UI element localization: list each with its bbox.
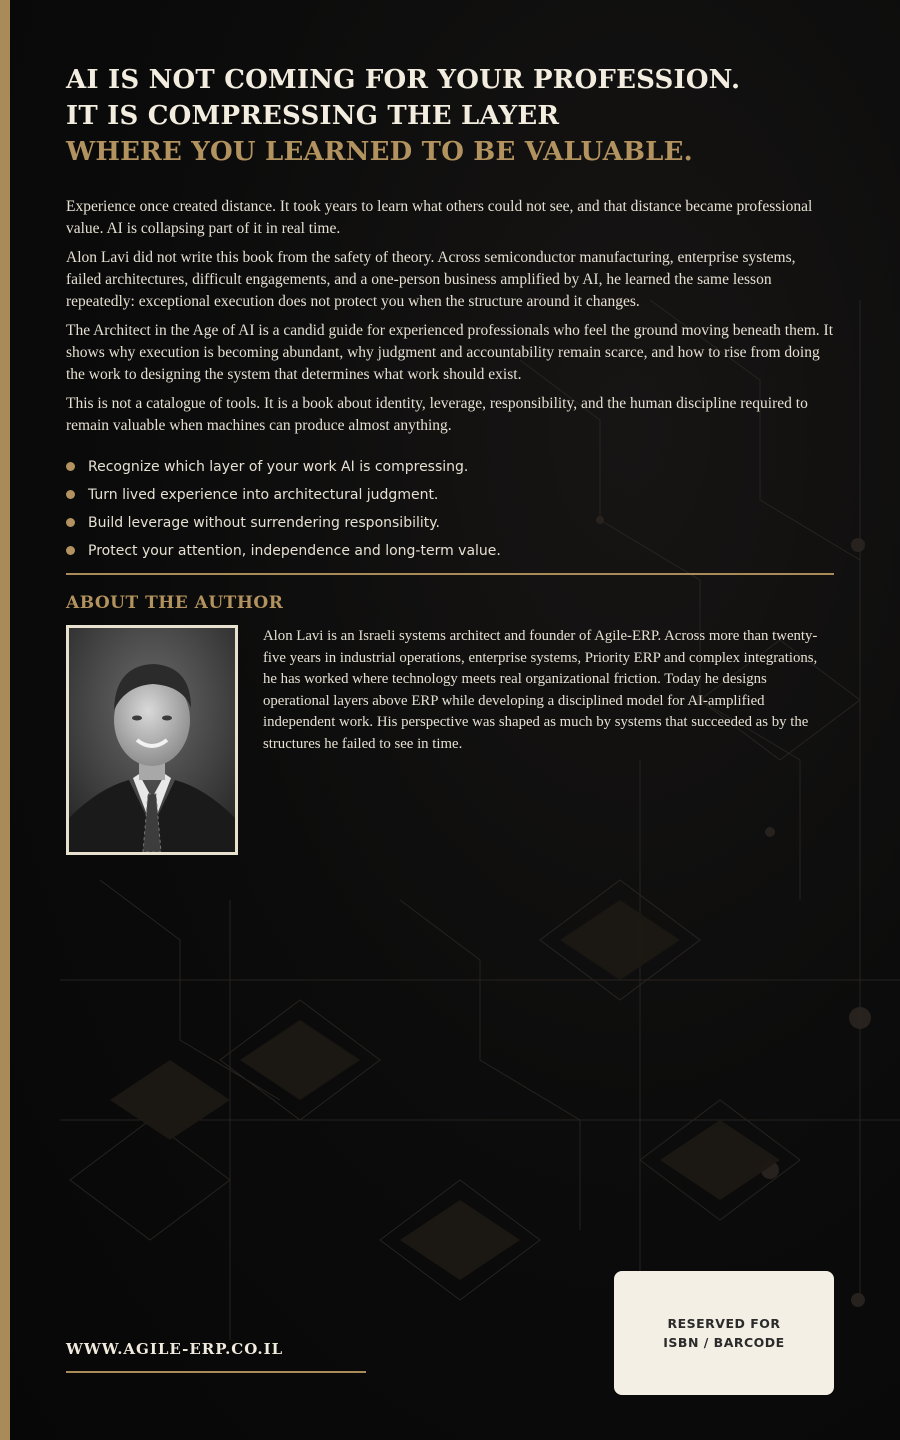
- bullet-text: Build leverage without surrendering responsibility.: [88, 515, 440, 531]
- website-link[interactable]: WWW.AGILE-ERP.CO.IL: [66, 1340, 284, 1358]
- headline-line-1: AI IS NOT COMING FOR YOUR PROFESSION.: [66, 65, 741, 95]
- bullet-dot-icon: [66, 546, 75, 555]
- headline: [66, 62, 834, 170]
- headline-line-3: WHERE YOU LEARNED TO BE VALUABLE.: [66, 137, 693, 167]
- author-bio: Alon Lavi is an Israeli systems architect and founder of Agile-ERP. Across more than twenty-five years in industrial operations, enterprise systems, Priority ERP and complex integrations, he has worked where technology meets real organizational friction. Today he designs operational layers above ERP while developing a disciplined model for AI-amplified independent work. His perspective was shaped as much by systems that succeeded as by the structures he failed to see in time.: [263, 628, 818, 752]
- website-underline: [66, 1371, 366, 1373]
- bullet-dot-icon: [66, 462, 75, 471]
- bullet-dot-icon: [66, 518, 75, 527]
- about-author-title: ABOUT THE AUTHOR: [66, 593, 284, 613]
- author-portrait-icon: [66, 625, 238, 855]
- barcode-label: [663, 1314, 784, 1352]
- bullet-text: Recognize which layer of your work AI is compressing.: [88, 459, 469, 475]
- blurb: [66, 196, 834, 444]
- bullet-text: Turn lived experience into architectural judgment.: [88, 487, 439, 503]
- blurb-paragraph-4: This is not a catalogue of tools. It is a book about identity, leverage, responsibility, and the human discipline required to remain valuable when machines can produce almost anything.: [66, 395, 808, 434]
- bullet-text: Protect your attention, independence and long-term value.: [88, 543, 501, 559]
- bullet-item: [66, 483, 834, 511]
- blurb-paragraph-1: Experience once created distance. It took years to learn what others could not see, and that distance became professional value. AI is collapsing part of it in real time.: [66, 198, 813, 237]
- section-divider: [66, 573, 834, 575]
- barcode-placeholder: [614, 1271, 834, 1395]
- bullet-item: [66, 511, 834, 539]
- headline-line-2: IT IS COMPRESSING THE LAYER: [66, 101, 560, 131]
- bullet-dot-icon: [66, 490, 75, 499]
- barcode-label-line-2: ISBN / BARCODE: [663, 1335, 785, 1350]
- bullet-item: [66, 539, 834, 567]
- bullet-list: [66, 455, 834, 567]
- blurb-paragraph-3: The Architect in the Age of AI is a candid guide for experienced professionals who feel the ground moving beneath them. It shows why execution is becoming abundant, why judgment and accountability remain scarce, and how to rise from doing the work to designing the system that determines what work should exist.: [66, 322, 834, 383]
- barcode-label-line-1: RESERVED FOR: [667, 1316, 781, 1331]
- blurb-paragraph-2: Alon Lavi did not write this book from the safety of theory. Across semiconductor manufacturing, enterprise systems, failed architectures, difficult engagements, and a one-person business amplified by AI, he learned the same lesson repeatedly: exceptional execution does not protect you when the structure around it changes.: [66, 249, 796, 310]
- bullet-item: [66, 455, 834, 483]
- author-portrait-drawing: [69, 628, 235, 852]
